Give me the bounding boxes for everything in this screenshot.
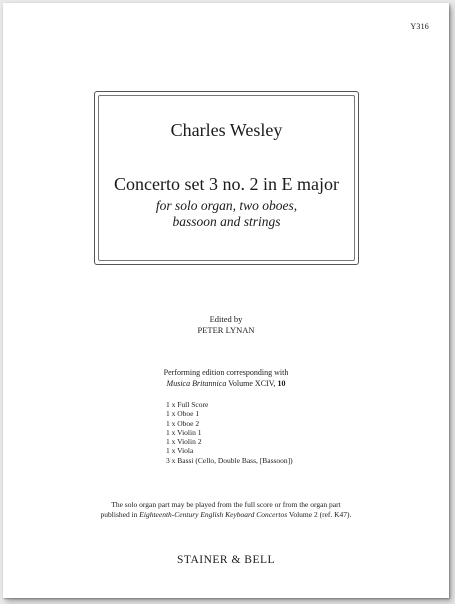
series-volume: Volume XCIV, <box>228 379 276 388</box>
scoring-description <box>95 198 358 230</box>
scoring-line-1: for solo organ, two oboes, <box>155 198 298 213</box>
composer-name: Charles Wesley <box>170 120 283 140</box>
series-number: 10 <box>277 379 286 388</box>
list-item: 3 x Bassi (Cello, Double Bass, [Bassoon]) <box>166 455 293 465</box>
catalogue-code: Y316 <box>410 22 429 31</box>
note-suffix: Volume 2 (ref. K47). <box>288 510 352 519</box>
list-item: 1 x Oboe 1 <box>166 409 200 419</box>
series-name: Musica Britannica <box>166 379 227 388</box>
list-item: 1 x Violin 1 <box>166 427 202 437</box>
list-item: 1 x Violin 2 <box>166 437 202 447</box>
editor-name: PETER LYNAN <box>197 325 255 335</box>
note-publication-title: Eighteenth-Century English Keyboard Concertos <box>139 510 288 519</box>
work-title: Concerto set 3 no. 2 in E major <box>114 174 339 194</box>
list-item: 1 x Oboe 2 <box>166 418 200 428</box>
note-line-2 <box>3 510 449 520</box>
edition-info <box>3 367 449 389</box>
score-cover-page <box>3 3 449 598</box>
edition-line-2 <box>3 378 449 389</box>
editor-credit <box>3 314 449 336</box>
edited-by-label: Edited by <box>209 314 243 324</box>
title-frame <box>94 91 359 265</box>
list-item: 1 x Full Score <box>166 400 209 409</box>
list-item: 1 x Viola <box>166 446 194 456</box>
note-prefix: published in <box>100 510 138 519</box>
note-line-1: The solo organ part may be played from the full score or from the organ part <box>111 500 341 509</box>
scoring-line-2: bassoon and strings <box>172 214 281 229</box>
organ-part-note <box>3 500 449 520</box>
publisher-name: STAINER & BELL <box>176 554 276 566</box>
parts-list <box>166 400 293 465</box>
edition-line-1: Performing edition corresponding with <box>163 368 289 377</box>
